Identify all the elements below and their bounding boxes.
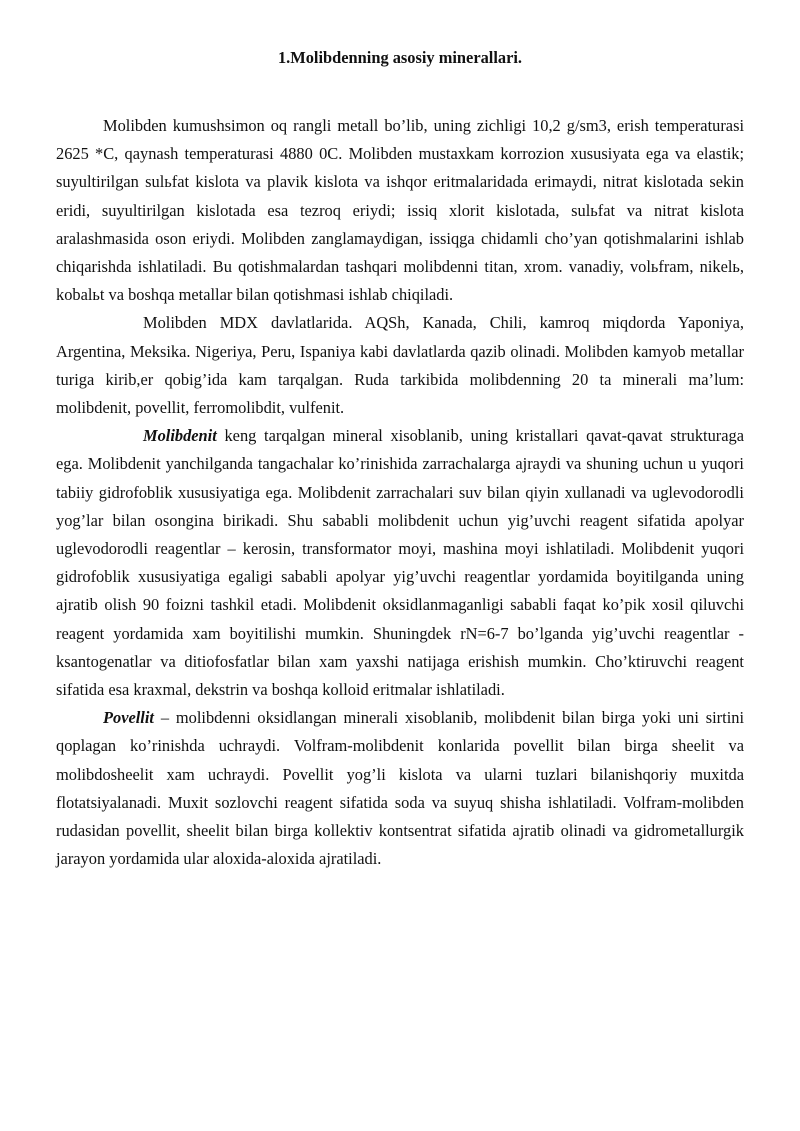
document-title: 1.Molibdenning asosiy minerallari.	[277, 48, 523, 67]
term-molibdenit: Molibdenit	[143, 426, 217, 446]
paragraph-text: Molibden MDX davlatlarida. AQSh, Kanada, Chili, kamroq miqdorda Yaponiya, Argentina, Meksika. Nigeriya, Peru, Ispaniya kabi davlatlarda qazib olinadi. Molibden kamyob metallar turiga kirib,er qobig’ida kam tarqalgan. Ruda tarkibida molibdenning 20 ta minerali ma’lum: molibdenit, povellit, ferromolibdit, vulfenit.	[56, 313, 744, 418]
paragraph-text: Molibden kumushsimon oq rangli metall bo’lib, uning zichligi 10,2 g/sm3, erish temperaturasi 2625 *C, qaynash temperaturasi 4880 0C. Molibden mustaxkam korrozion xususiyata ega va elastik; suyultirilgan sulьfat kislota va plavik kislota va ishqor eritmalaridada erimaydi, nitrat kislotada sekin eridi, suyultirilgan kislotada esa tezroq eriydi; issiq xlorit kislotada, sulьfat va nitrat kislota aralashmasida oson eriydi. Molibden zanglamaydigan, issiqga chidamli cho’yan qotishmalarini ishlab chiqarishda ishlatiladi. Bu qotishmalardan tashqari molibdenni titan, xrom. vanadiy, volьfram, nikelь, kobalьt va boshqa metallar bilan qotishmasi ishlab chiqiladi.	[56, 116, 744, 305]
term-povellit: Povellit	[103, 708, 154, 728]
paragraph-text: – molibdenni oksidlangan minerali xisoblanib, molibdenit bilan birga yoki uni sirtini qoplagan ko’rinishda uchraydi. Volfram-molibdenit konlarida povellit bilan birga sheelit va molibdosheelit xam uchraydi. Povellit yog’li kislota va ularni tuzlari bilanishqoriy muxitda flotatsiyalanadi. Muxit sozlovchi reagent sifatida soda va suyuq shisha ishlatiladi. Volfram-molibden rudasidan povellit, sheelit bilan birga kollektiv kontsentrat sifatida ajratib olinadi va gidrometallurgik jarayon yordamida ular aloxida-aloxida ajratiladi.	[56, 708, 744, 869]
paragraph-molibden-deposits	[56, 309, 744, 422]
document-body	[56, 112, 744, 873]
paragraph-text: keng tarqalgan mineral xisoblanib, uning kristallari qavat-qavat strukturaga ega. Molibdenit yanchilganda tangachalar ko’rinishida zarrachalarga ajraydi va shuning uchun u yuqori tabiiy gidrofoblik xususiyatiga ega. Molibdenit zarrachalari suv bilan qiyin xullanadi va uglevodorodli yog’lar bilan osongina birikadi. Shu sababli molibdenit uchun yig’uvchi reagent sifatida apolyar uglevodorodli reagentlar – kerosin, transformator moyi, mashina moyi ishlatiladi. Molibdenit yuqori gidrofoblik xususiyatiga egaligi sababli apolyar yig’uvchi reagentlar yordamida boyitilganda uning ajratib olish 90 foizni tashkil etadi. Molibdenit oksidlanmaganligi sababli faqat ko’pik xosil qiluvchi reagent yordamida xam boyitilishi mumkin. Shuningdek rN=6-7 bo’lganda yig’uvchi reagentlar - ksantogenatlar va ditiofosfatlar bilan xam yaxshi natijaga erishish mumkin. Cho’ktiruvchi reagent sifatida esa kraxmal, dekstrin va boshqa kolloid eritmalar ishlatiladi.	[56, 426, 744, 700]
paragraph-molibden-properties	[56, 112, 744, 309]
paragraph-povellit	[56, 704, 744, 873]
paragraph-molibdenit	[56, 422, 744, 704]
